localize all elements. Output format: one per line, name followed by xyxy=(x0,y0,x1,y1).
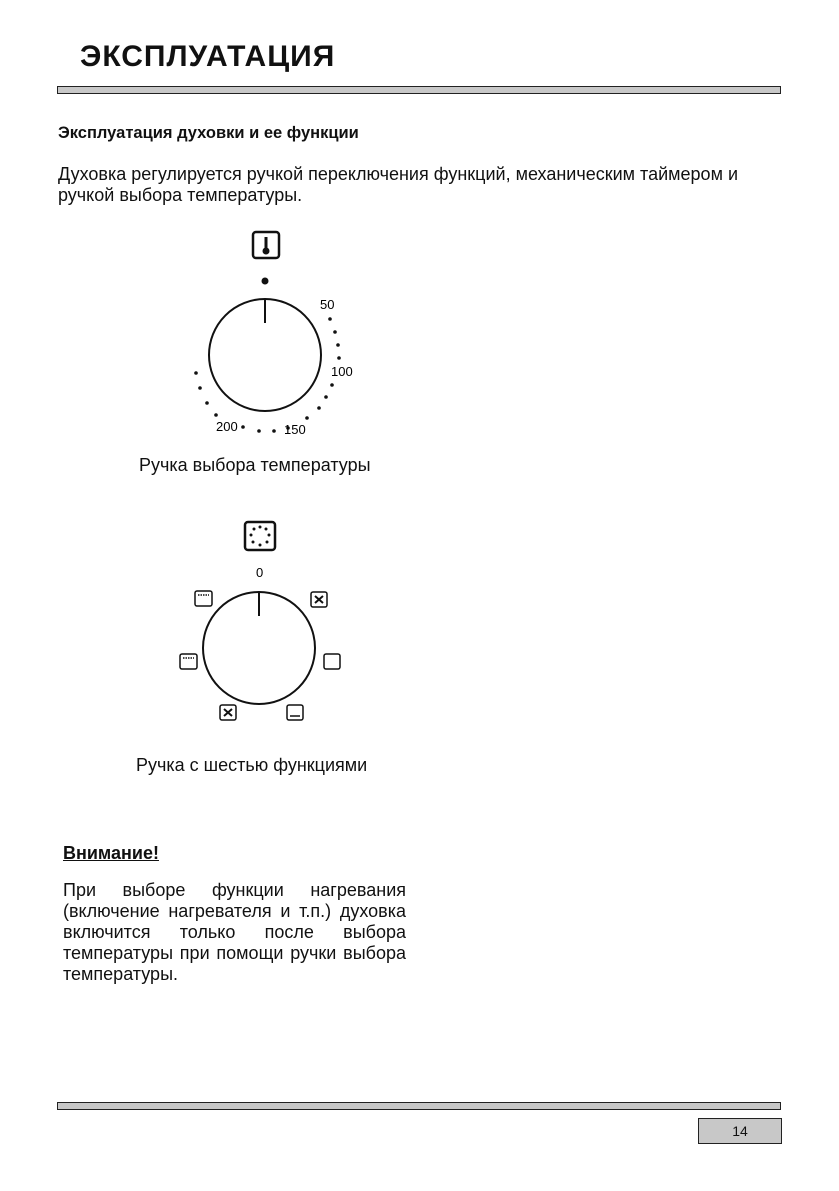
scale-label-150: 150 xyxy=(284,422,306,437)
temperature-knob-diagram xyxy=(180,225,380,440)
header-rule xyxy=(57,86,781,94)
bottom-heater-icon xyxy=(324,654,340,669)
temperature-knob-caption: Ручка выбора температуры xyxy=(139,455,371,475)
grill-icon xyxy=(287,705,303,720)
zero-label: 0 xyxy=(256,565,264,580)
function-knob-diagram xyxy=(170,515,360,730)
off-position-dot xyxy=(262,278,269,285)
oven-light-icon xyxy=(245,522,275,550)
warning-title: Внимание! xyxy=(63,843,159,863)
footer-rule xyxy=(57,1102,781,1110)
scale-label-50: 50 xyxy=(320,297,335,312)
scale-label-100: 100 xyxy=(331,364,353,379)
section-heading: Эксплуатация духовки и ее функции xyxy=(58,124,359,142)
scale-dots xyxy=(194,317,341,433)
fan-icon xyxy=(311,592,327,607)
function-knob-caption: Ручка с шестью функциями xyxy=(136,755,368,775)
fan-heater-icon xyxy=(220,705,236,720)
warning-text: При выборе функции нагревания (включение нагревателя и т.п.) духовка включится только после выбора температуры при помощи ручки выбора температуры. xyxy=(63,880,406,984)
thermometer-icon xyxy=(253,232,279,258)
scale-label-200: 200 xyxy=(216,419,238,434)
top-heater-icon xyxy=(195,591,212,606)
top-bottom-heater-icon xyxy=(180,654,197,669)
intro-text: Духовка регулируется ручкой переключения функций, механическим таймером и ручкой выбора температуры. xyxy=(58,164,739,205)
page-title: ЭКСПЛУАТАЦИЯ xyxy=(80,40,336,73)
page-number: 14 xyxy=(698,1118,782,1144)
